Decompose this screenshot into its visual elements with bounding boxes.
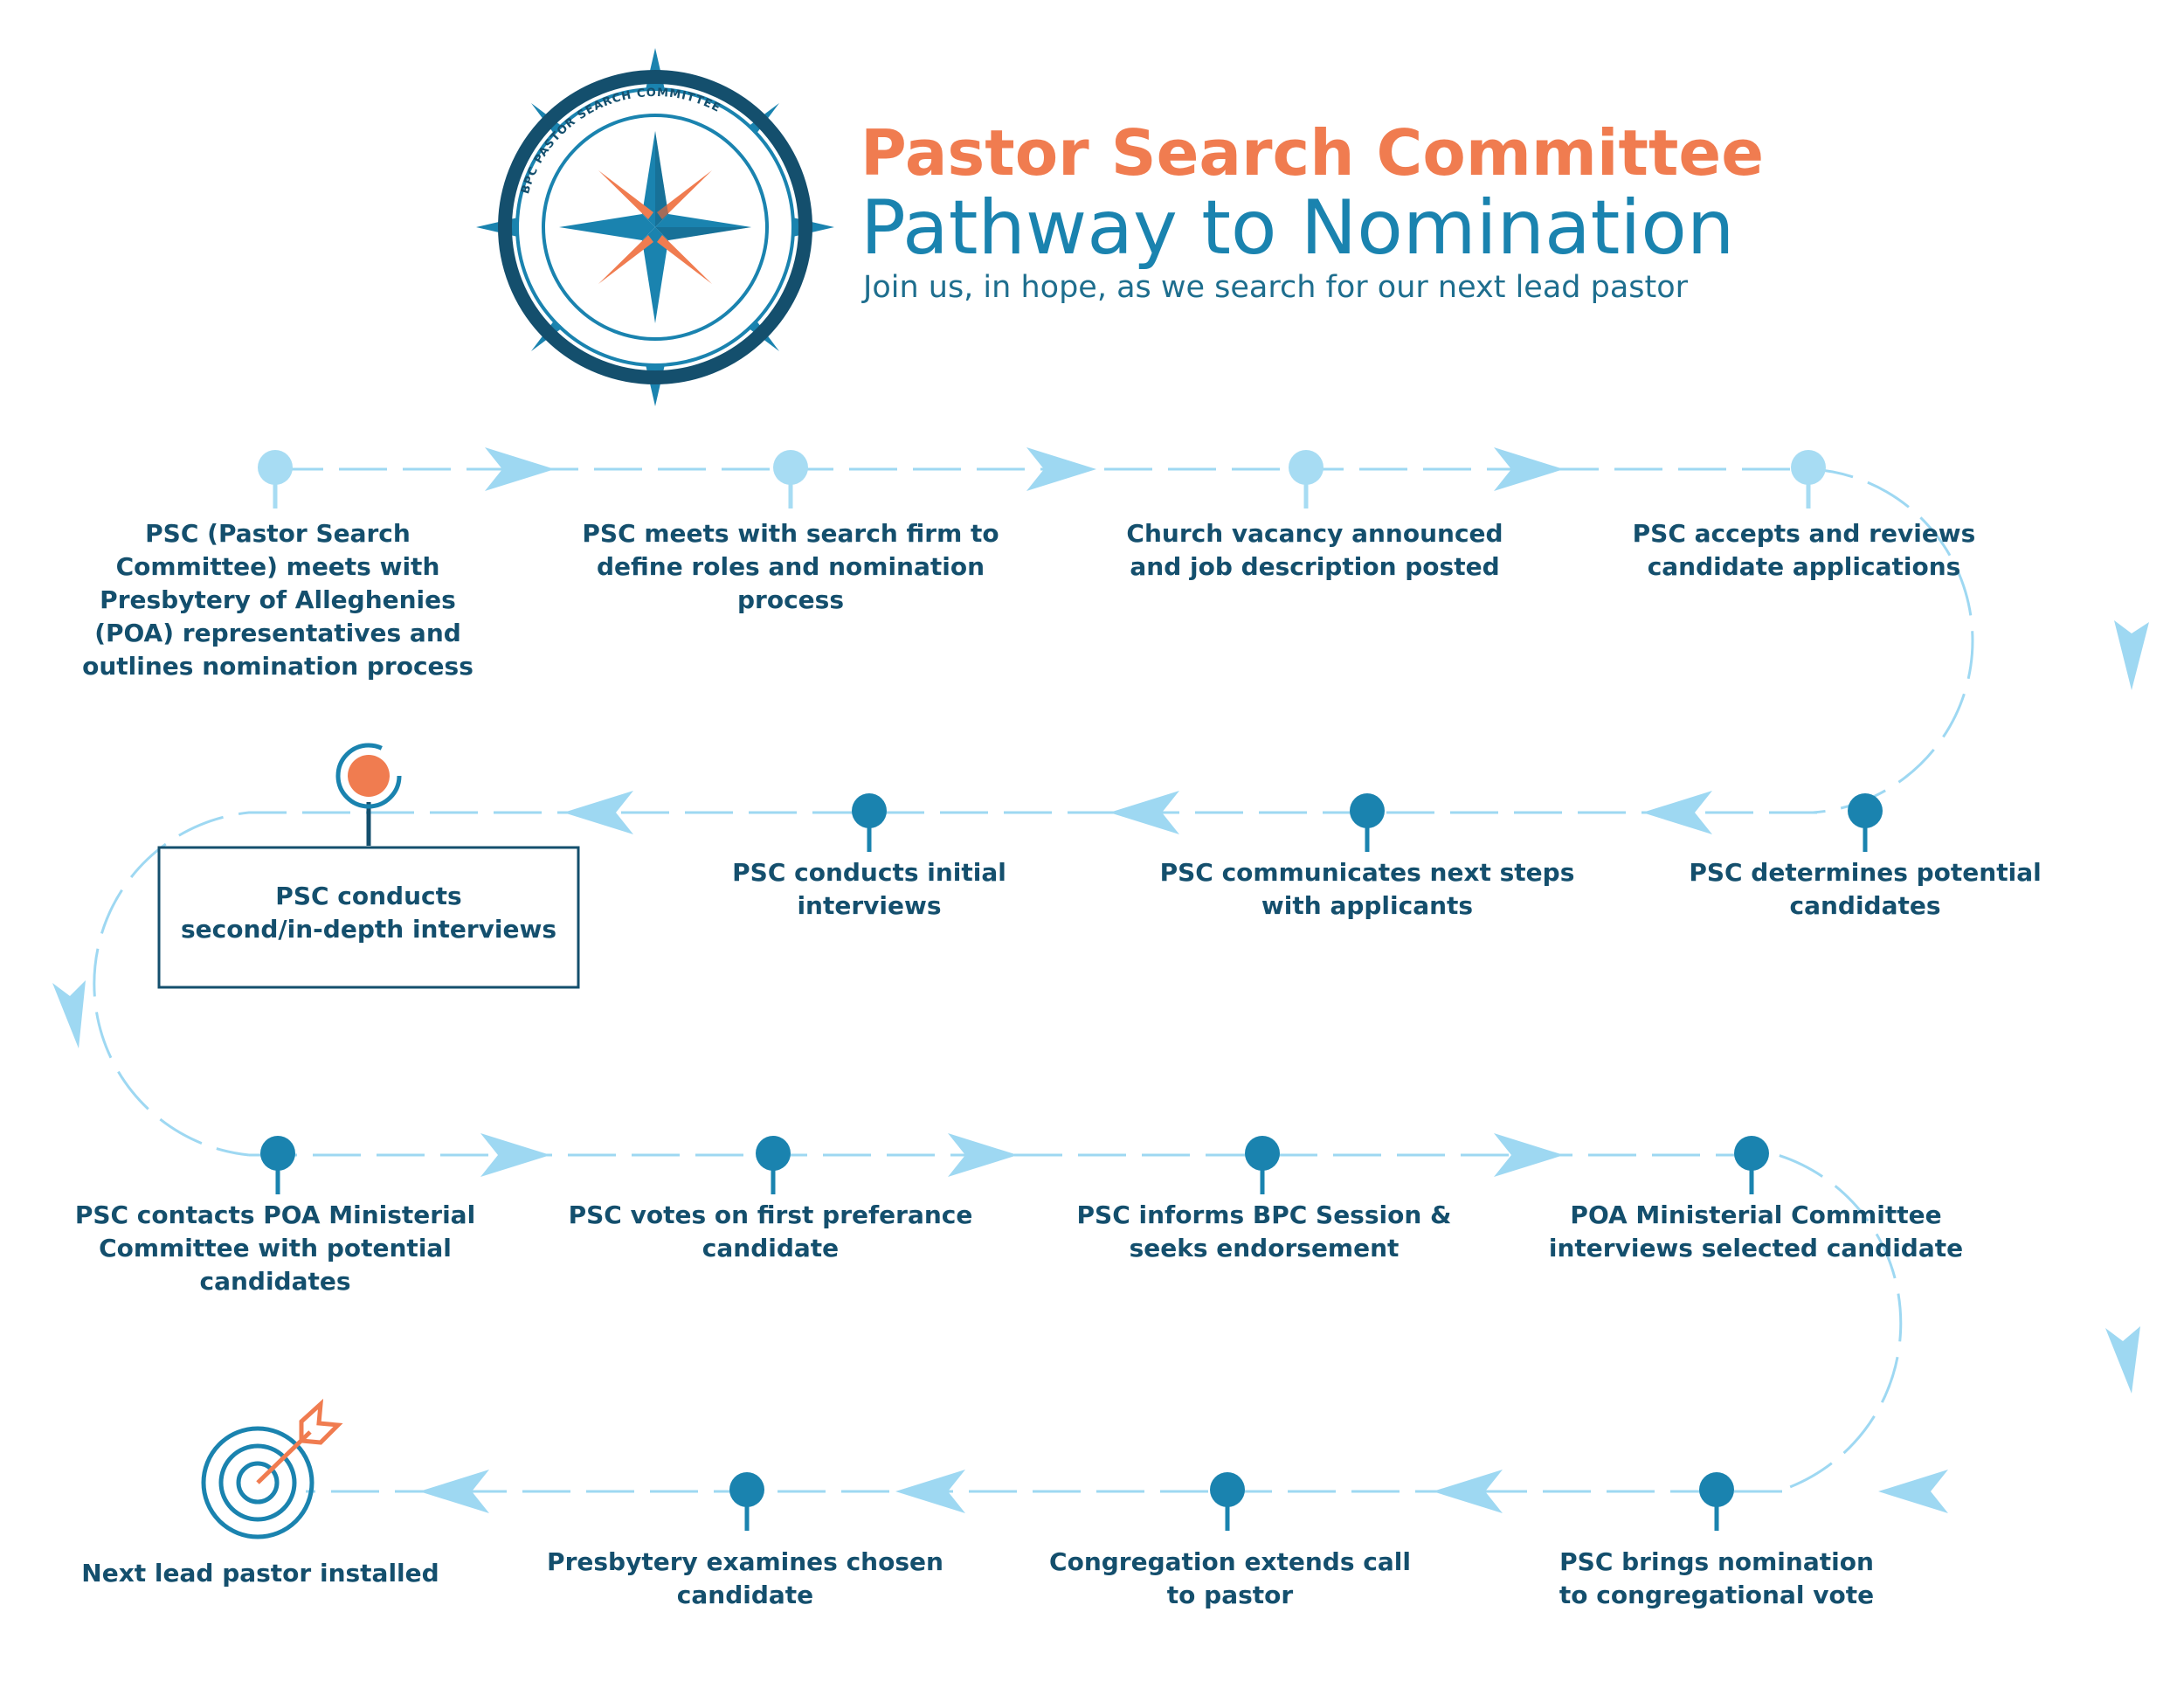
step-13 (1559, 1472, 1874, 1609)
upcoming-marker-icon (756, 1136, 791, 1171)
upcoming-marker-icon (852, 793, 887, 828)
step-label: PSC informs BPC Session & seeks endorsement (1076, 1200, 1452, 1263)
completed-marker-icon (1289, 450, 1324, 485)
upcoming-marker-icon (1350, 793, 1385, 828)
compass-logo (476, 48, 834, 406)
page-tagline: Join us, in hope, as we search for our next lead pastor (863, 270, 1689, 305)
step-8 (159, 745, 578, 987)
arrow-left-icon (1878, 1470, 1948, 1513)
step-label: PSC votes on first preferance candidate (568, 1200, 973, 1263)
step-label: PSC communicates next steps with applicants (1159, 858, 1575, 920)
arrow-down-icon (52, 980, 86, 1048)
arrow-left-icon (1642, 791, 1712, 834)
step-label: PSC conducts second/in-depth interviews (180, 882, 557, 944)
upcoming-marker-icon (729, 1472, 764, 1507)
step-9 (75, 1136, 475, 1296)
completed-marker-icon (773, 450, 808, 485)
logo-ring-text: BPC PASTOR SEARCH COMMITTEE (519, 86, 723, 196)
step-label: PSC (Pastor Search Committee) meets with Presbytery of Alleghenies (POA) representatives and outlines nomination process (82, 519, 473, 681)
step-label: Congregation extends call to pastor (1049, 1547, 1411, 1609)
arrow-left-icon (895, 1470, 965, 1513)
page-title: Pastor Search Committee (860, 116, 1765, 190)
page-subtitle: Pathway to Nomination (860, 184, 1735, 272)
step-label: PSC meets with search firm to define roles and nomination process (582, 519, 999, 614)
step-label: Next lead pastor installed (81, 1559, 439, 1588)
arrow-down-icon (2105, 1326, 2140, 1394)
step-label: PSC conducts initial interviews (732, 858, 1006, 920)
step-11 (1077, 1136, 1452, 1263)
step-label: PSC determines potential candidates (1689, 858, 2042, 920)
target-icon (204, 1404, 338, 1537)
upcoming-marker-icon (1210, 1472, 1245, 1507)
upcoming-marker-icon (1699, 1472, 1734, 1507)
upcoming-marker-icon (1245, 1136, 1280, 1171)
upcoming-marker-icon (1848, 793, 1883, 828)
completed-marker-icon (1791, 450, 1826, 485)
step-2 (582, 450, 999, 614)
step-14 (1049, 1472, 1411, 1609)
step-label: Church vacancy announced and job description posted (1126, 519, 1503, 581)
step-label: PSC contacts POA Ministerial Committee with potential candidates (74, 1200, 476, 1296)
upcoming-marker-icon (1734, 1136, 1769, 1171)
completed-marker-icon (258, 450, 293, 485)
steps-layer (75, 450, 2042, 1609)
step-label: PSC brings nomination to congregational vote (1559, 1547, 1875, 1609)
step-label: PSC accepts and reviews candidate applications (1632, 519, 1976, 581)
upcoming-marker-icon (260, 1136, 295, 1171)
step-15 (547, 1472, 943, 1609)
step-label: POA Ministerial Committee interviews selected candidate (1548, 1200, 1964, 1263)
arrow-right-icon (480, 1133, 550, 1177)
arrow-down-icon (2114, 620, 2149, 690)
step-16 (81, 1404, 439, 1588)
current-marker-icon (348, 755, 390, 797)
step-label: Presbytery examines chosen candidate (547, 1547, 943, 1609)
step-1 (82, 450, 473, 681)
arrow-right-icon (1026, 447, 1096, 491)
